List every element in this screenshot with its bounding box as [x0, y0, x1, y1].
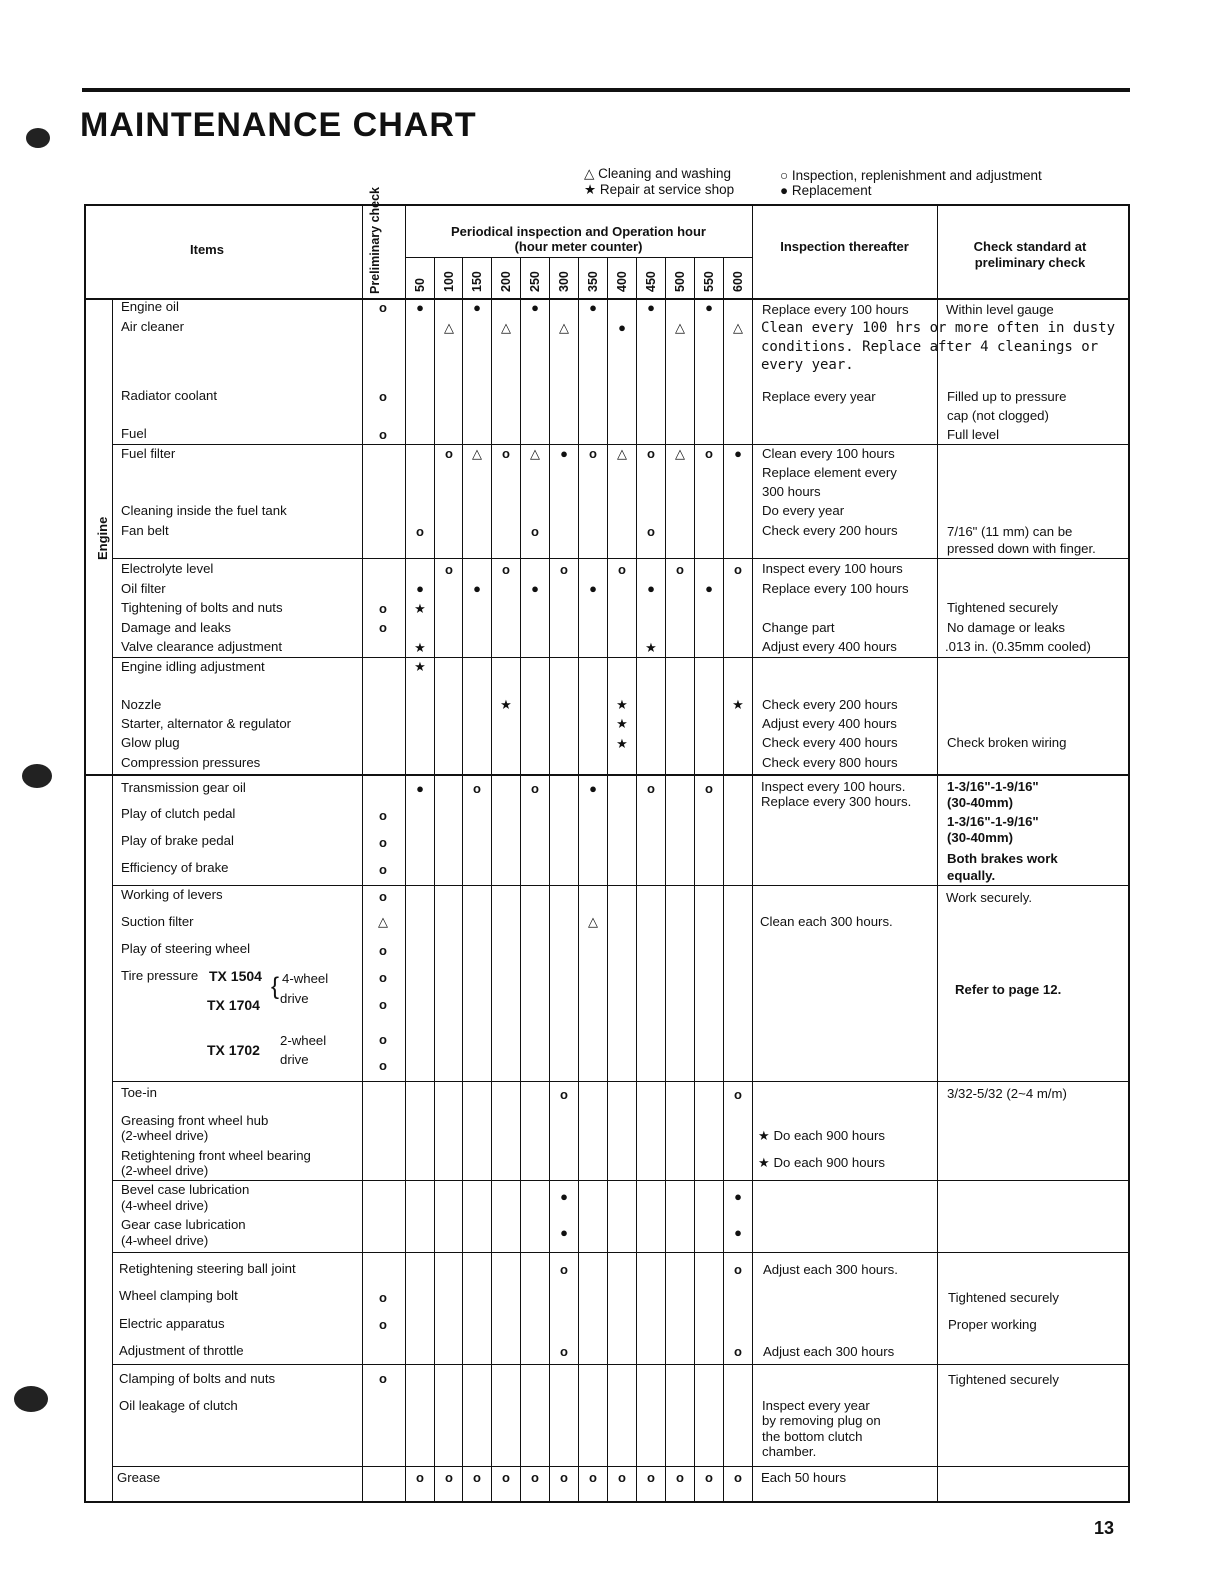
inspection-mark-icon: o	[379, 389, 387, 404]
scan-smudge	[26, 128, 50, 148]
insp-engine-oil: Replace every 100 hours	[762, 302, 909, 317]
replacement-mark-icon: ●	[473, 581, 481, 596]
replacement-mark-icon: ●	[416, 300, 424, 315]
insp-damage: Change part	[762, 620, 835, 635]
std-clamping: Tightened securely	[948, 1372, 1059, 1387]
inspection-mark-icon: o	[618, 1470, 626, 1485]
item-nozzle: Nozzle	[121, 697, 162, 712]
inspection-mark-icon: o	[379, 300, 387, 315]
insp-air-3: every year.	[761, 357, 854, 373]
repair-mark-icon: ★	[414, 659, 426, 674]
inspection-mark-icon: o	[705, 1470, 713, 1485]
item-damage: Damage and leaks	[121, 620, 231, 635]
item-bevel: Bevel case lubrication	[121, 1182, 250, 1197]
cleaning-mark-icon: △	[559, 320, 569, 335]
item-tx1504: TX 1504	[209, 968, 262, 984]
std-toe: 3/32-5/32 (2~4 m/m)	[947, 1086, 1067, 1101]
grid-line	[112, 1180, 1130, 1181]
grid-line	[84, 774, 1130, 776]
insp-fan: Check every 200 hours	[762, 523, 898, 538]
item-drive-2: drive	[280, 1052, 309, 1067]
inspection-mark-icon: o	[676, 562, 684, 577]
grid-line	[112, 444, 1130, 445]
item-4wd: (4-wheel drive)	[121, 1198, 209, 1213]
header-items: Items	[190, 242, 224, 257]
insp-ff-3: 300 hours	[762, 484, 821, 499]
item-trans-oil: Transmission gear oil	[121, 780, 246, 795]
insp-radiator: Replace every year	[762, 389, 876, 404]
std-glow: Check broken wiring	[947, 735, 1067, 750]
item-electrolyte: Electrolyte level	[121, 561, 214, 576]
item-4wd-b: (4-wheel drive)	[121, 1233, 209, 1248]
inspection-mark-icon: o	[647, 781, 655, 796]
cleaning-mark-icon: △	[378, 914, 388, 929]
item-oil-filter: Oil filter	[121, 581, 166, 596]
inspection-mark-icon: o	[379, 808, 387, 823]
inspection-mark-icon: o	[445, 562, 453, 577]
grid-line	[937, 205, 938, 1503]
item-retight-bearing: Retightening front wheel bearing	[121, 1148, 311, 1163]
std-wheel-bolt: Tightened securely	[948, 1290, 1059, 1305]
inspection-mark-icon: o	[379, 1032, 387, 1047]
grid-line	[362, 205, 363, 1503]
header-hour-meter: (hour meter counter)	[514, 239, 643, 254]
inspection-mark-icon: o	[379, 997, 387, 1012]
replacement-mark-icon: ●	[705, 300, 713, 315]
inspection-mark-icon: o	[734, 562, 742, 577]
std-clutch: 1-3/16"-1-9/16"	[947, 779, 1039, 794]
replacement-mark-icon: ●	[531, 300, 539, 315]
inspection-mark-icon: o	[416, 524, 424, 539]
inspection-mark-icon: o	[379, 620, 387, 635]
header-preliminary: Preliminary check	[368, 186, 382, 294]
hour-label-250: 250	[528, 271, 542, 292]
replacement-mark-icon: ●	[647, 581, 655, 596]
inspection-mark-icon: o	[473, 1470, 481, 1485]
inspection-mark-icon: o	[379, 970, 387, 985]
cleaning-mark-icon: △	[530, 446, 540, 461]
item-greasing-hub: Greasing front wheel hub	[121, 1113, 269, 1128]
insp-ff-1: Clean every 100 hours	[762, 446, 895, 461]
item-bolts: Tightening of bolts and nuts	[121, 600, 283, 615]
grid-line	[752, 205, 753, 1503]
replacement-mark-icon: ●	[416, 581, 424, 596]
hour-label-350: 350	[586, 271, 600, 292]
insp-clutch-2: by removing plug on	[762, 1413, 881, 1428]
inspection-mark-icon: o	[734, 1344, 742, 1359]
replacement-mark-icon: ●	[531, 581, 539, 596]
insp-ff-2: Replace element every	[762, 465, 897, 480]
std-rad-1: Filled up to pressure	[947, 389, 1067, 404]
std-valve: .013 in. (0.35mm cooled)	[945, 639, 1091, 654]
inspection-mark-icon: o	[676, 1470, 684, 1485]
inspection-mark-icon: o	[473, 781, 481, 796]
item-fan-belt: Fan belt	[121, 523, 169, 538]
replacement-mark-icon: ●	[734, 1189, 742, 1204]
insp-electrolyte: Inspect every 100 hours	[762, 561, 903, 576]
insp-valve: Adjust every 400 hours	[762, 639, 897, 654]
hour-label-150: 150	[470, 271, 484, 292]
item-drive: drive	[280, 991, 309, 1006]
insp-nozzle: Check every 200 hours	[762, 697, 898, 712]
item-tx1702: TX 1702	[207, 1042, 260, 1058]
grid-line	[112, 558, 1130, 559]
inspection-mark-icon: o	[618, 562, 626, 577]
item-starter: Starter, alternator & regulator	[121, 716, 292, 731]
item-ball-joint: Retightening steering ball joint	[119, 1261, 296, 1276]
item-idling: Engine idling adjustment	[121, 659, 265, 674]
hour-label-50: 50	[413, 278, 427, 292]
item-fuel-filter: Fuel filter	[121, 446, 176, 461]
cleaning-mark-icon: △	[472, 446, 482, 461]
insp-oil-filter: Replace every 100 hours	[762, 581, 909, 596]
insp-clutch-3: the bottom clutch	[762, 1429, 863, 1444]
insp-air-2: conditions. Replace after 4 cleanings or	[761, 339, 1099, 355]
item-toe: Toe-in	[121, 1085, 157, 1100]
item-fuel: Fuel	[121, 426, 147, 441]
inspection-mark-icon: o	[502, 446, 510, 461]
group-engine: Engine	[95, 516, 110, 560]
inspection-mark-icon: o	[445, 1470, 453, 1485]
item-glow: Glow plug	[121, 735, 180, 750]
legend-cleaning: △ Cleaning and washing	[584, 166, 731, 181]
inspection-mark-icon: o	[379, 889, 387, 904]
inspection-mark-icon: o	[531, 1470, 539, 1485]
item-radiator: Radiator coolant	[121, 388, 218, 403]
grid-line	[112, 1364, 1130, 1365]
replacement-mark-icon: ●	[589, 781, 597, 796]
replacement-mark-icon: ●	[705, 581, 713, 596]
hour-label-450: 450	[644, 271, 658, 292]
hour-label-600: 600	[731, 271, 745, 292]
item-2wd: (2-wheel drive)	[121, 1128, 209, 1143]
inspection-mark-icon: o	[445, 446, 453, 461]
replacement-mark-icon: ●	[734, 1225, 742, 1240]
insp-suction: Clean each 300 hours.	[760, 914, 893, 929]
scan-smudge	[22, 764, 52, 788]
cleaning-mark-icon: △	[675, 446, 685, 461]
inspection-mark-icon: o	[531, 781, 539, 796]
hour-label-200: 200	[499, 271, 513, 292]
grid-line	[84, 298, 1130, 300]
replacement-mark-icon: ●	[473, 300, 481, 315]
replacement-mark-icon: ●	[589, 300, 597, 315]
std-eff-1: Both brakes work	[947, 851, 1058, 866]
inspection-mark-icon: o	[647, 524, 655, 539]
inspection-mark-icon: o	[379, 835, 387, 850]
item-compression: Compression pressures	[121, 755, 261, 770]
insp-trans-1: Inspect every 100 hours.	[761, 779, 906, 794]
item-air-cleaner: Air cleaner	[121, 319, 185, 334]
cleaning-mark-icon: △	[675, 320, 685, 335]
insp-throttle: Adjust each 300 hours	[763, 1344, 895, 1359]
grid-line	[112, 657, 1130, 658]
insp-bearing: ★ Do each 900 hours	[758, 1155, 885, 1170]
grid-line	[112, 1081, 1130, 1082]
std-levers: Work securely.	[946, 890, 1032, 905]
legend-repair: ★ Repair at service shop	[584, 182, 735, 197]
std-refer: Refer to page 12.	[955, 982, 1062, 997]
item-fuel-tank: Cleaning inside the fuel tank	[121, 503, 287, 518]
page-number: 13	[1093, 1518, 1114, 1538]
grid-line	[112, 298, 113, 1503]
hour-label-500: 500	[673, 271, 687, 292]
item-clutch-pedal: Play of clutch pedal	[121, 806, 236, 821]
std-brake: 1-3/16"-1-9/16"	[947, 814, 1039, 829]
cleaning-mark-icon: △	[444, 320, 454, 335]
repair-mark-icon: ★	[616, 697, 628, 712]
repair-mark-icon: ★	[414, 601, 426, 616]
repair-mark-icon: ★	[500, 697, 512, 712]
inspection-mark-icon: o	[379, 943, 387, 958]
insp-trans-2: Replace every 300 hours.	[761, 794, 912, 809]
inspection-mark-icon: o	[416, 1470, 424, 1485]
std-fan-1: 7/16" (11 mm) can be	[947, 524, 1073, 539]
inspection-mark-icon: o	[560, 1344, 568, 1359]
item-brake-pedal: Play of brake pedal	[121, 833, 234, 848]
item-tx1704: TX 1704	[207, 997, 260, 1013]
insp-grease: Each 50 hours	[761, 1470, 847, 1485]
std-fuel: Full level	[947, 427, 1000, 442]
insp-starter: Adjust every 400 hours	[762, 716, 897, 731]
replacement-mark-icon: ●	[647, 300, 655, 315]
replacement-mark-icon: ●	[560, 446, 568, 461]
inspection-mark-icon: o	[589, 446, 597, 461]
header-check-standard: Check standard at preliminary check	[973, 239, 1087, 270]
legend-inspection: ○ Inspection, replenishment and adjustment	[780, 168, 1042, 183]
insp-clutch-1: Inspect every year	[762, 1398, 870, 1413]
item-clamping: Clamping of bolts and nuts	[119, 1371, 276, 1386]
header-periodical: Periodical inspection and Operation hour	[451, 224, 706, 239]
inspection-mark-icon: o	[705, 781, 713, 796]
grid-line	[405, 205, 406, 1503]
std-clutch-mm: (30-40mm)	[947, 795, 1013, 810]
inspection-mark-icon: o	[647, 1470, 655, 1485]
replacement-mark-icon: ●	[589, 581, 597, 596]
insp-glow: Check every 400 hours	[762, 735, 898, 750]
page-title: MAINTENANCE CHART	[80, 106, 477, 144]
item-grease: Grease	[117, 1470, 161, 1485]
inspection-mark-icon: o	[705, 446, 713, 461]
item-wheel-bolt: Wheel clamping bolt	[119, 1288, 238, 1303]
insp-tank: Do every year	[762, 503, 845, 518]
inspection-mark-icon: o	[531, 524, 539, 539]
header-inspection-thereafter: Inspection thereafter	[780, 239, 909, 254]
std-electric: Proper working	[948, 1317, 1037, 1332]
item-throttle: Adjustment of throttle	[119, 1343, 244, 1358]
inspection-mark-icon: o	[379, 427, 387, 442]
item-2wheel: 2-wheel	[280, 1033, 327, 1048]
inspection-mark-icon: o	[379, 862, 387, 877]
item-tire: Tire pressure	[121, 968, 199, 983]
inspection-mark-icon: o	[502, 1470, 510, 1485]
item-oil-leak: Oil leakage of clutch	[119, 1398, 238, 1413]
insp-clutch-4: chamber.	[762, 1444, 817, 1459]
hour-label-550: 550	[702, 271, 716, 292]
std-engine-oil: Within level gauge	[946, 302, 1054, 317]
insp-air-1: Clean every 100 hrs or more often in dusty	[761, 320, 1116, 336]
cleaning-mark-icon: △	[617, 446, 627, 461]
item-valve: Valve clearance adjustment	[121, 639, 283, 654]
std-eff-2: equally.	[947, 868, 996, 883]
repair-mark-icon: ★	[645, 640, 657, 655]
inspection-mark-icon: o	[734, 1262, 742, 1277]
inspection-mark-icon: o	[560, 1087, 568, 1102]
top-rule	[82, 88, 1130, 92]
std-rad-2: cap (not clogged)	[947, 408, 1049, 423]
item-levers: Working of levers	[121, 887, 223, 902]
scan-smudge	[14, 1386, 48, 1412]
inspection-mark-icon: o	[502, 562, 510, 577]
hour-label-300: 300	[557, 271, 571, 292]
inspection-mark-icon: o	[647, 446, 655, 461]
inspection-mark-icon: o	[379, 1290, 387, 1305]
item-electric: Electric apparatus	[119, 1316, 225, 1331]
repair-mark-icon: ★	[616, 716, 628, 731]
replacement-mark-icon: ●	[734, 446, 742, 461]
legend-replacement: ● Replacement	[780, 183, 872, 198]
inspection-mark-icon: o	[379, 1058, 387, 1073]
replacement-mark-icon: ●	[560, 1189, 568, 1204]
item-suction: Suction filter	[121, 914, 194, 929]
grid-line	[405, 257, 752, 258]
item-4wheel: 4-wheel	[282, 971, 329, 986]
inspection-mark-icon: o	[379, 1317, 387, 1332]
repair-mark-icon: ★	[732, 697, 744, 712]
grid-line	[112, 1466, 1130, 1467]
brace-icon: {	[271, 973, 280, 1000]
cleaning-mark-icon: △	[501, 320, 511, 335]
replacement-mark-icon: ●	[560, 1225, 568, 1240]
item-2wd-b: (2-wheel drive)	[121, 1163, 209, 1178]
std-damage: No damage or leaks	[947, 620, 1066, 635]
cleaning-mark-icon: △	[733, 320, 743, 335]
inspection-mark-icon: o	[560, 1470, 568, 1485]
cleaning-mark-icon: △	[588, 914, 598, 929]
replacement-mark-icon: ●	[416, 781, 424, 796]
inspection-mark-icon: o	[589, 1470, 597, 1485]
grid-line	[112, 1252, 1130, 1253]
item-brake-eff: Efficiency of brake	[121, 860, 229, 875]
inspection-mark-icon: o	[379, 1371, 387, 1386]
std-fan-2: pressed down with finger.	[947, 541, 1096, 556]
std-bolts: Tightened securely	[947, 600, 1058, 615]
inspection-mark-icon: o	[560, 562, 568, 577]
item-engine-oil: Engine oil	[121, 299, 179, 314]
std-brake-mm: (30-40mm)	[947, 830, 1013, 845]
insp-compression: Check every 800 hours	[762, 755, 898, 770]
hour-label-400: 400	[615, 271, 629, 292]
item-steering: Play of steering wheel	[121, 941, 251, 956]
repair-mark-icon: ★	[414, 640, 426, 655]
repair-mark-icon: ★	[616, 736, 628, 751]
insp-hub: ★ Do each 900 hours	[758, 1128, 885, 1143]
hour-label-100: 100	[442, 271, 456, 292]
replacement-mark-icon: ●	[618, 320, 626, 335]
insp-ball-joint: Adjust each 300 hours.	[763, 1262, 898, 1277]
inspection-mark-icon: o	[560, 1262, 568, 1277]
item-gear-case: Gear case lubrication	[121, 1217, 246, 1232]
grid-line	[112, 885, 1130, 886]
inspection-mark-icon: o	[734, 1470, 742, 1485]
inspection-mark-icon: o	[379, 601, 387, 616]
inspection-mark-icon: o	[734, 1087, 742, 1102]
